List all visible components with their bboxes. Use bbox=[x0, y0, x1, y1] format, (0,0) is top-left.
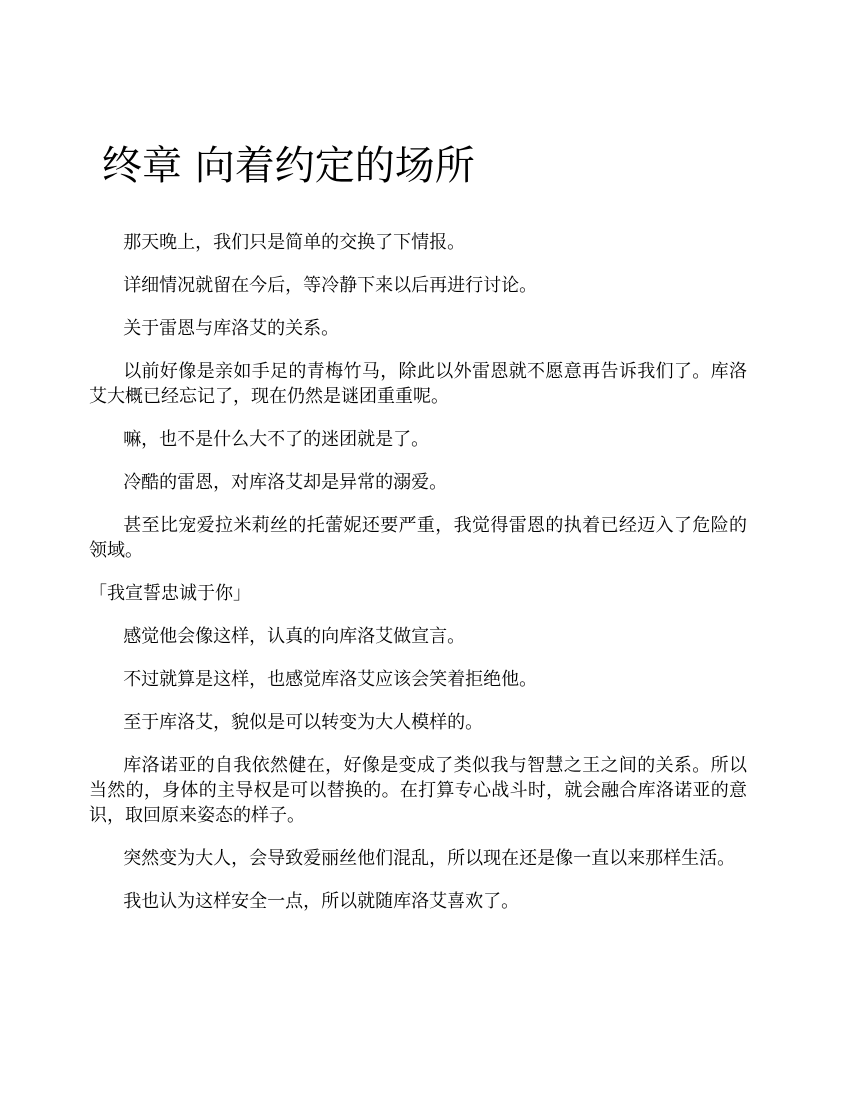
dialogue-paragraph: 「我宣誓忠诚于你」 bbox=[89, 583, 251, 604]
paragraph: 关于雷恩与库洛艾的关系。 bbox=[123, 318, 340, 339]
paragraph: 详细情况就留在今后，等冷静下来以后再进行讨论。 bbox=[123, 275, 538, 296]
paragraph: 那天晚上，我们只是简单的交换了下情报。 bbox=[123, 232, 466, 253]
paragraph: 突然变为大人，会导致爱丽丝他们混乱，所以现在还是像一直以来那样生活。 bbox=[123, 848, 736, 869]
chapter-body bbox=[89, 230, 747, 932]
document-page bbox=[89, 0, 747, 1100]
paragraph: 甚至比宠爱拉米莉丝的托蕾妮还要严重，我觉得雷恩的执着已经迈入了危险的领域。 bbox=[89, 515, 747, 561]
paragraph: 以前好像是亲如手足的青梅竹马，除此以外雷恩就不愿意再告诉我们了。库洛艾大概已经忘记了，现在仍然是谜团重重呢。 bbox=[89, 361, 747, 407]
paragraph: 感觉他会像这样，认真的向库洛艾做宣言。 bbox=[123, 626, 466, 647]
paragraph: 我也认为这样安全一点，所以就随库洛艾喜欢了。 bbox=[123, 891, 520, 912]
paragraph: 嘛，也不是什么大不了的迷团就是了。 bbox=[123, 429, 430, 450]
paragraph: 至于库洛艾，貌似是可以转变为大人模样的。 bbox=[123, 712, 484, 733]
paragraph: 冷酷的雷恩，对库洛艾却是异常的溺爱。 bbox=[123, 472, 448, 493]
chapter-title: 终章 向着约定的场所 bbox=[102, 143, 475, 189]
paragraph: 库洛诺亚的自我依然健在，好像是变成了类似我与智慧之王之间的关系。所以当然的，身体的主导权是可以替换的。在打算专心战斗时，就会融合库洛诺亚的意识，取回原来姿态的样子。 bbox=[89, 755, 747, 826]
paragraph: 不过就算是这样，也感觉库洛艾应该会笑着拒绝他。 bbox=[123, 669, 538, 690]
